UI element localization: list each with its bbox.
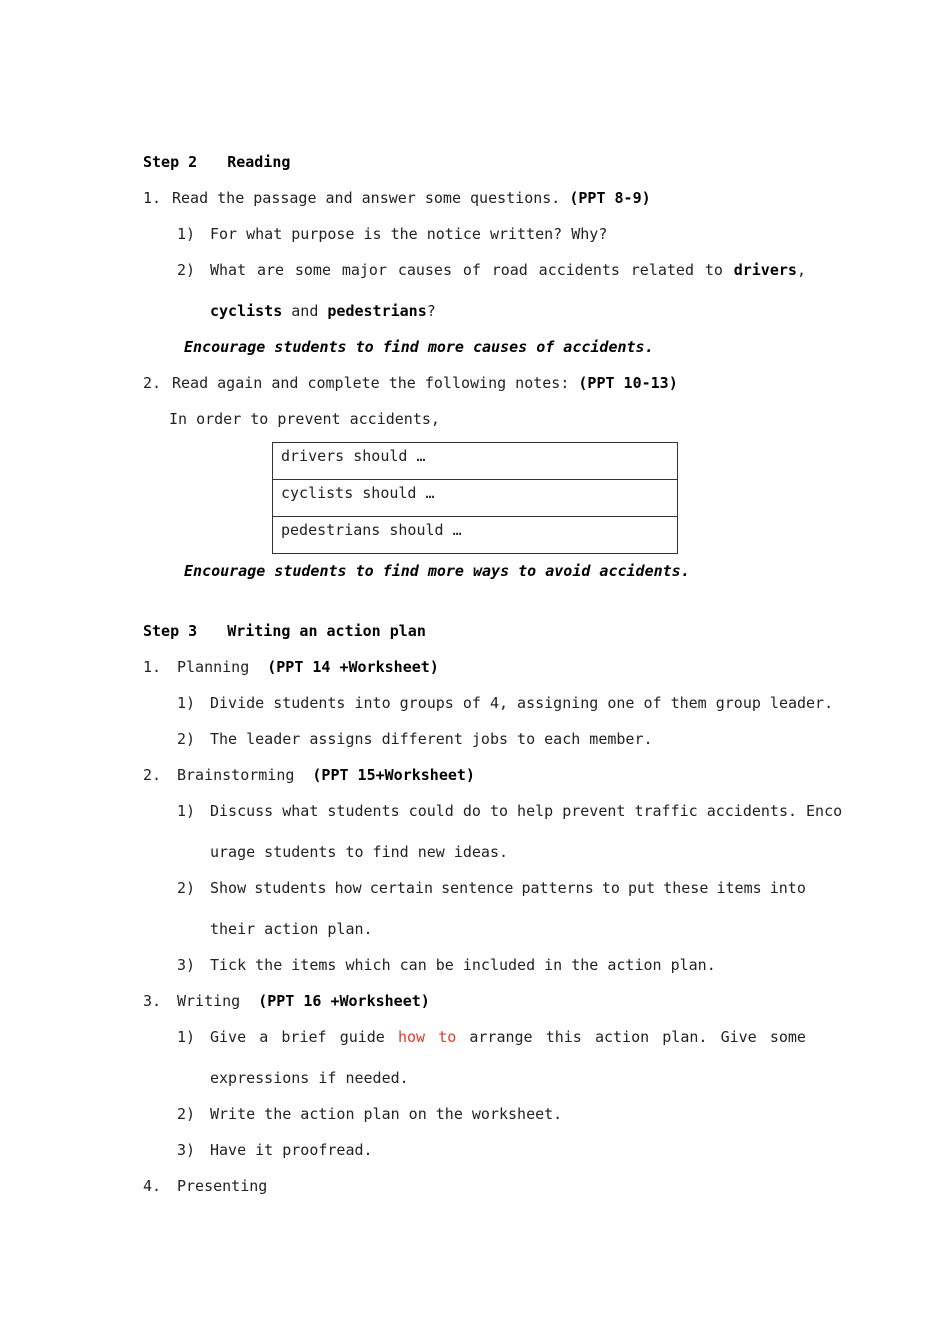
- sub-text: The leader assigns different jobs to each member.: [210, 730, 653, 748]
- sub-number: 2): [177, 879, 196, 897]
- word: are: [256, 261, 285, 279]
- word: causes: [397, 261, 452, 279]
- item-number: 2.: [143, 766, 162, 784]
- teacher-note-2: Encourage students to find more ways to avoid accidents.: [184, 562, 690, 580]
- sub-text: [210, 878, 806, 898]
- table-row: [273, 480, 678, 517]
- item-label: Brainstorming: [177, 766, 295, 784]
- word: sentence: [441, 879, 514, 897]
- writing-item: [143, 991, 430, 1011]
- teacher-note-1: Encourage students to find more causes of accidents.: [184, 338, 654, 356]
- brainstorming-sub-2: [177, 878, 806, 898]
- question-text: For what purpose is the notice written? Why?: [210, 225, 608, 243]
- step2-item-2: [143, 373, 678, 393]
- comma: ,: [796, 261, 806, 279]
- step2-number: Step 2: [143, 153, 198, 171]
- word: these: [663, 879, 709, 897]
- word: some: [769, 1028, 806, 1046]
- highlighted-word: how: [397, 1028, 426, 1046]
- word: major: [341, 261, 387, 279]
- item-number: 4.: [143, 1177, 162, 1195]
- step2-heading: [143, 152, 290, 172]
- step2-item-1: [143, 188, 651, 208]
- sub-number: 1): [177, 694, 196, 712]
- writing-sub-1: [177, 1027, 806, 1047]
- word: arrange: [469, 1028, 533, 1046]
- word: guide: [339, 1028, 385, 1046]
- word: to: [704, 261, 723, 279]
- word: this: [545, 1028, 582, 1046]
- item-number: 2.: [143, 374, 162, 392]
- sub-number: 2): [177, 1105, 196, 1123]
- ppt-reference: (PPT 14 +Worksheet): [267, 658, 439, 676]
- word: of: [462, 261, 481, 279]
- sub-text: Tick the items which can be included in the action plan.: [210, 956, 716, 974]
- question-1: [177, 224, 607, 244]
- notes-table: [272, 442, 678, 554]
- question-number: 1): [177, 225, 196, 243]
- word: accidents: [538, 261, 620, 279]
- notes-intro: In order to prevent accidents,: [169, 410, 440, 428]
- item-number: 1.: [143, 189, 162, 207]
- brainstorming-sub-3: [177, 955, 716, 975]
- planning-item: [143, 657, 439, 677]
- brainstorming-item: [143, 765, 475, 785]
- word: a: [259, 1028, 269, 1046]
- word: patterns: [521, 879, 594, 897]
- question-2-continued: [210, 301, 436, 321]
- keyword-pedestrians: pedestrians: [327, 302, 427, 320]
- highlighted-word: to: [438, 1028, 457, 1046]
- table-row: [273, 517, 678, 554]
- item-number: 3.: [143, 992, 162, 1010]
- brainstorming-sub-2-continued: their action plan.: [210, 920, 373, 938]
- question-mark: ?: [426, 302, 436, 320]
- planning-sub-2: [177, 729, 653, 749]
- item-label: Planning: [177, 658, 250, 676]
- ppt-reference: (PPT 16 +Worksheet): [258, 992, 430, 1010]
- table-cell: pedestrians should …: [273, 517, 678, 554]
- word: road: [491, 261, 528, 279]
- word: certain: [369, 879, 434, 897]
- item-text: Read the passage and answer some questions.: [172, 189, 570, 207]
- sub-text: Have it proofread.: [210, 1141, 373, 1159]
- sub-text: Write the action plan on the worksheet.: [210, 1105, 563, 1123]
- table-row: [273, 443, 678, 480]
- sub-number: 3): [177, 956, 196, 974]
- sub-text: [210, 1027, 806, 1047]
- conjunction: and: [282, 302, 328, 320]
- brainstorming-sub-1-continued: urage students to find new ideas.: [210, 843, 509, 861]
- item-label: Presenting: [177, 1177, 268, 1195]
- word: brief: [281, 1028, 327, 1046]
- question-text: [210, 260, 806, 280]
- brainstorming-sub-1: [177, 801, 842, 821]
- item-label: Writing: [177, 992, 241, 1010]
- word: some: [294, 261, 331, 279]
- table-cell: cyclists should …: [273, 480, 678, 517]
- item-text: Read again and complete the following notes:: [172, 374, 579, 392]
- sub-number: 2): [177, 730, 196, 748]
- word: Give: [720, 1028, 757, 1046]
- keyword-drivers: [734, 260, 806, 280]
- table-cell: drivers should …: [273, 443, 678, 480]
- writing-sub-2: [177, 1104, 562, 1124]
- ppt-reference: (PPT 10-13): [578, 374, 678, 392]
- word: put: [628, 879, 656, 897]
- ppt-reference: (PPT 8-9): [569, 189, 651, 207]
- writing-sub-3: [177, 1140, 373, 1160]
- word: related: [630, 261, 694, 279]
- word: items: [716, 879, 762, 897]
- writing-sub-1-continued: expressions if needed.: [210, 1069, 409, 1087]
- sub-text: Discuss what students could do to help prevent traffic accidents. Enco: [210, 802, 843, 820]
- word: What: [210, 261, 247, 279]
- word: to: [601, 879, 620, 897]
- item-number: 1.: [143, 658, 162, 676]
- step2-title: Reading: [227, 153, 291, 171]
- word: action: [594, 1028, 650, 1046]
- word: into: [769, 879, 806, 897]
- sub-number: 3): [177, 1141, 196, 1159]
- word: plan.: [662, 1028, 708, 1046]
- question-2: [177, 260, 806, 280]
- step3-title: Writing an action plan: [227, 622, 426, 640]
- keyword-cyclists: cyclists: [210, 302, 283, 320]
- word: how: [334, 879, 362, 897]
- step3-heading: [143, 621, 426, 641]
- word: students: [254, 879, 327, 897]
- word: Show: [210, 879, 247, 897]
- sub-number: 1): [177, 802, 196, 820]
- sub-number: 1): [177, 1028, 196, 1046]
- ppt-reference: (PPT 15+Worksheet): [312, 766, 475, 784]
- question-number: 2): [177, 261, 196, 279]
- presenting-item: [143, 1176, 267, 1196]
- step3-number: Step 3: [143, 622, 198, 640]
- keyword-drivers-text: drivers: [733, 261, 797, 279]
- word: Give: [210, 1028, 247, 1046]
- sub-text: Divide students into groups of 4, assigning one of them group leader.: [210, 694, 834, 712]
- planning-sub-1: [177, 693, 833, 713]
